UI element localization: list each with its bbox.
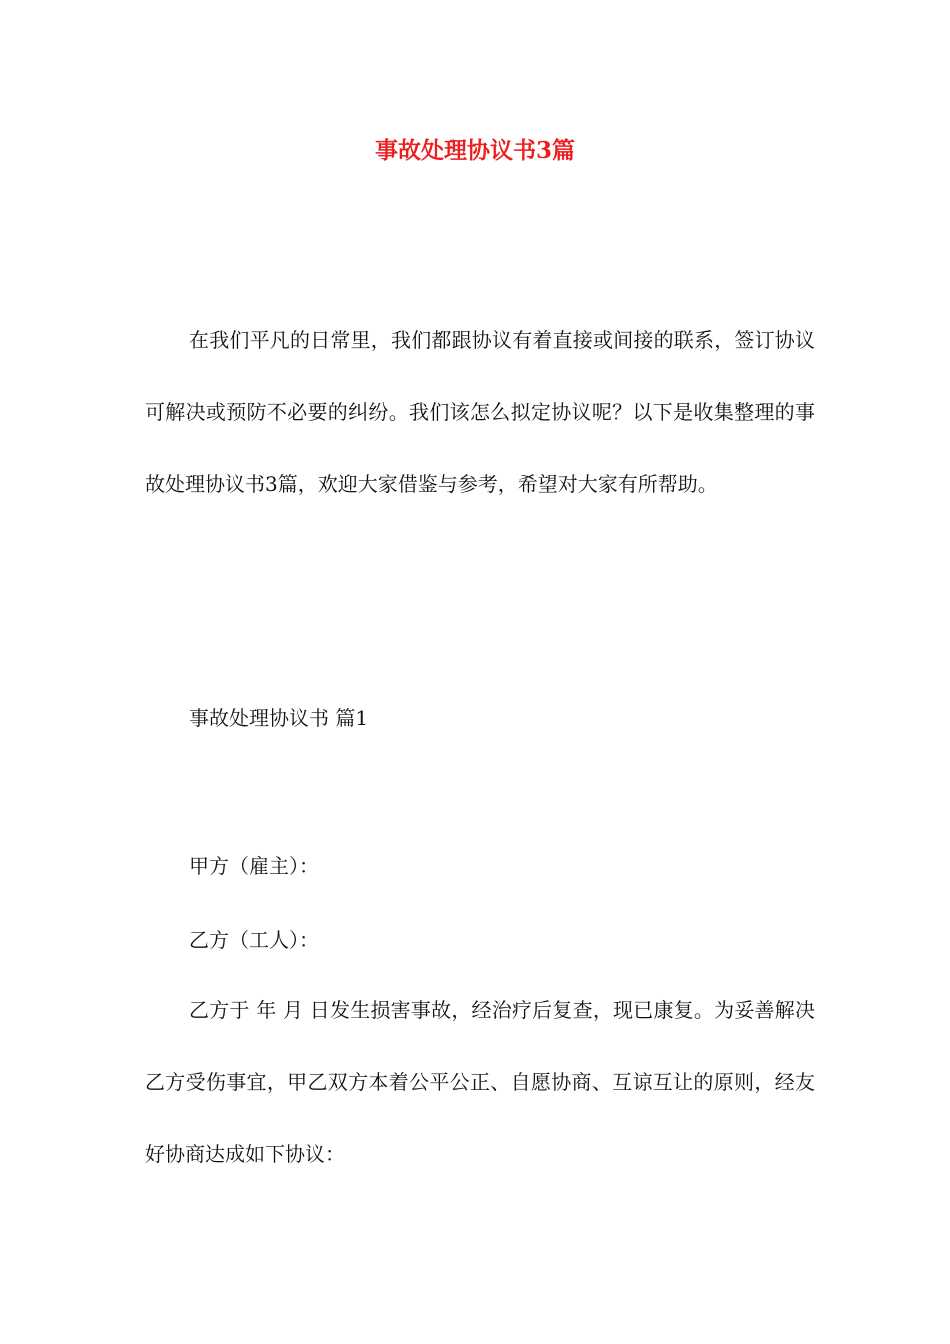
- party-a-line: 甲方（雇主）：: [189, 854, 319, 878]
- body-paragraph: 乙方于 年 月 日发生损害事故，经治疗后复查，现已康复。为妥善解决乙方受伤事宜，甲乙双方本着公平公正、自愿协商、互谅互让的原则，经友好协商达成如下协议：: [145, 998, 815, 1166]
- section-heading: 事故处理协议书 篇1: [189, 706, 369, 730]
- intro-paragraph: 在我们平凡的日常里，我们都跟协议有着直接或间接的联系，签订协议可解决或预防不必要的纠纷。我们该怎么拟定协议呢？以下是收集整理的事故处理协议书3篇，欢迎大家借鉴与参考，希望对大家有所帮助。: [145, 328, 815, 496]
- document-title: 事故处理协议书3篇: [374, 137, 575, 164]
- party-b-line: 乙方（工人）：: [189, 928, 319, 952]
